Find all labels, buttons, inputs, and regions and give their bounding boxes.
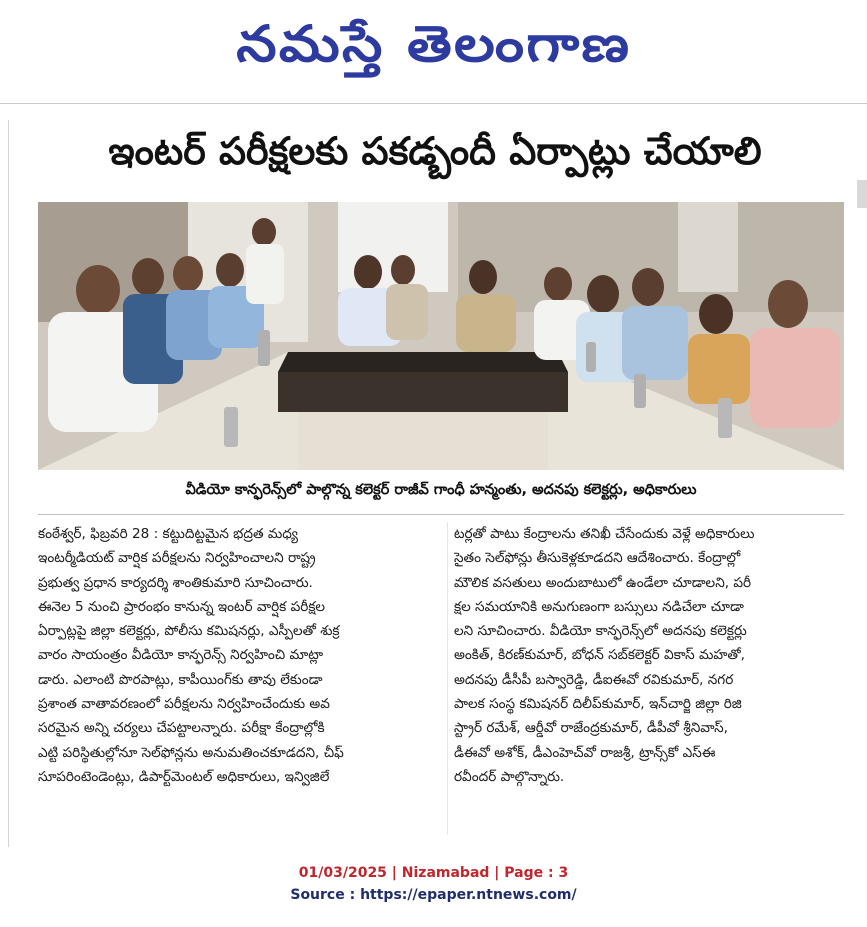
newspaper-logo: నమస్తే తెలంగాణ (235, 14, 632, 73)
body-line: ఎట్టి పరిస్థితుల్లోనూ సెల్‌ఫోన్లను అనుమతించకూడదని, చీఫ్ (38, 744, 344, 761)
masthead-divider (0, 103, 867, 104)
page-footer (0, 862, 867, 912)
source-link[interactable]: Source : https://epaper.ntnews.com/ (290, 887, 577, 903)
edition-info: 01/03/2025 | Nizamabad | Page : 3 (298, 865, 569, 881)
article-headline: ఇంటర్ పరీక్షలకు పకడ్బందీ ఏర్పాట్లు చేయాలి (108, 129, 762, 173)
masthead (0, 0, 867, 100)
meeting-photo (38, 202, 844, 470)
photo-caption: వీడియో కాన్ఫరెన్స్‌లో పాల్గొన్న కలెక్టర్ రాజీవ్ గాంధీ హన్మంతు, అదనపు కలెక్టర్లు, అధికారులు (185, 482, 697, 498)
scroll-edge-marker (857, 180, 867, 208)
body-line: అదనపు డీసీపీ బస్వారెడ్డి, డీఐఈవో రవికుమార్, నగర (454, 671, 734, 688)
body-line: ఈనెల 5 నుంచి ప్రారంభం కానున్న ఇంటర్ వార్షిక పరీక్షల (38, 598, 326, 615)
body-line: టర్లతో పాటు కేంద్రాలను తనిఖీ చేసేందుకు వెళ్లే అధికారులు (454, 526, 755, 542)
article-body-left-column (38, 522, 442, 789)
body-line: ఏర్పాట్లపై జిల్లా కలెక్టర్లు, పోలీసు కమిషనర్లు, ఎస్పీలతో శుక్ర (38, 623, 340, 640)
article-body-right-column (454, 522, 846, 789)
body-line: అంకిత్, కిరణ్‌కుమార్, బోధన్ సబ్‌కలెక్టర్ వికాస్ మహతో, (454, 647, 745, 664)
body-line: పాలక సంస్థ కమిషనర్ దిలీప్‌కుమార్, ఇన్‌చార్జి జిల్లా రిజి (454, 696, 742, 713)
caption-divider (38, 514, 844, 515)
body-line: సూపరింటెండెంట్లు, డిపార్ట్‌మెంటల్ అధికారులు, ఇన్విజిలే (38, 768, 330, 785)
body-line: లని సూచించారు. వీడియో కాన్ఫరెన్స్‌లో అదనపు కలెక్టర్లు (454, 623, 747, 640)
body-line: సరమైన అన్ని చర్యలు చేపట్టాలన్నారు. పరీక్షా కేంద్రాల్లోకి (38, 720, 325, 737)
body-line: ఇంటర్మీడియట్ వార్షిక పరీక్షలను నిర్వహించాలని రాష్ట్ర (38, 550, 316, 567)
body-line: ప్రభుత్వ ప్రధాన కార్యదర్శి శాంతికుమారి సూచించారు. (38, 574, 313, 591)
meeting-photo-illustration (38, 202, 844, 470)
body-line: క్షల సమయానికి అనుగుణంగా బస్సులు నడిచేలా చూడా (454, 598, 744, 615)
body-line: ప్రశాంత వాతావరణంలో పరీక్షలను నిర్వహించేందుకు అవ (38, 696, 330, 713)
body-line: రవీందర్ పాల్గొన్నారు. (454, 768, 565, 785)
body-line: డీఈవో అశోక్, డీఎంహెచ్‌వో రాజశ్రీ, ట్రాన్స్‌కో ఎస్ఈ (454, 744, 716, 761)
column-divider (447, 522, 448, 834)
body-line: సైతం సెల్‌ఫోన్లు తీసుకెళ్లకూడదని ఆదేశించారు. కేంద్రాల్లో (454, 550, 741, 567)
body-line: స్ట్రార్ రమేశ్, ఆర్డీవో రాజేంద్రకుమార్, డీపీవో శ్రీనివాస్, (454, 720, 728, 737)
body-line: కంఠేశ్వర్, ఫిబ్రవరి 28 : కట్టుదిట్టమైన భద్రత మధ్య (38, 526, 298, 542)
body-line: మౌలిక వసతులు అందుబాటులో ఉండేలా చూడాలని, పరీ (454, 574, 752, 591)
body-line: డారు. ఎలాంటి పొరపాట్లు, కాపీయింగ్‌కు తావు లేకుండా (38, 671, 323, 688)
body-line: వారం సాయంత్రం వీడియో కాన్ఫరెన్స్ నిర్వహించి మాట్లా (38, 647, 324, 664)
